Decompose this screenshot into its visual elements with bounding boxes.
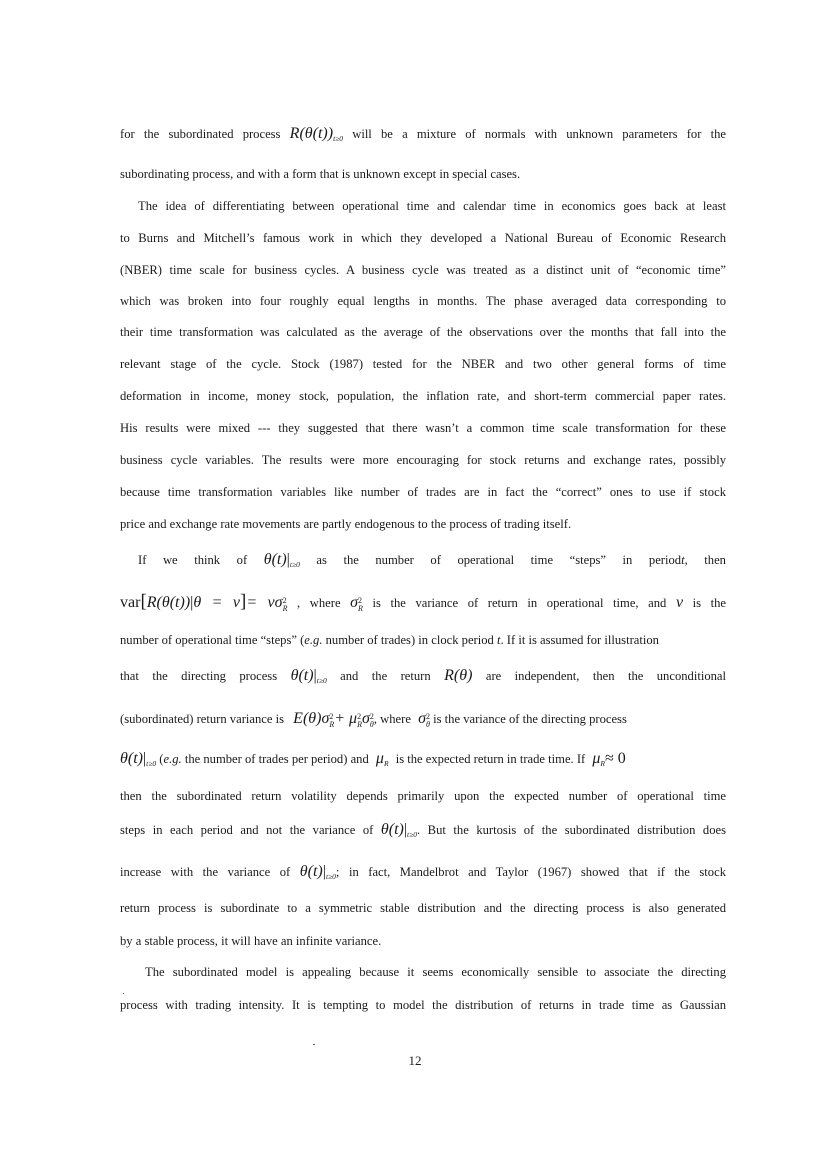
math-theta-t: $\theta(t)|_{t\ge 0}$ xyxy=(290,667,327,685)
paragraph-line xyxy=(120,126,726,147)
math-mu-R: $\mu_R$ xyxy=(375,750,389,768)
text-run: , where xyxy=(373,712,411,726)
paragraph-line: which was broken into four roughly equal lengths in months. The phase averaged data corresponding to xyxy=(120,294,726,308)
paragraph-line: $\theta(t)|_{t\ge 0}$ (e.g. the number of trades per period) and $\mu_R$ is the expected return in trade time. If $\mu_R\approx 0$ xyxy=(120,750,626,768)
math-theta-t: $\theta(t)|_{t\ge 0}$ xyxy=(120,750,157,768)
text-run: If we think of xyxy=(138,553,248,567)
paragraph-line: because time transformation variables like number of trades are in fact the “correct” ones to use if stock xyxy=(120,485,726,499)
text-run: is the variance of the directing process xyxy=(433,712,627,726)
text-run: ; in fact, Mandelbrot and Taylor (1967) showed that if the stock xyxy=(335,865,726,879)
paragraph-line: The subordinated model is appealing because it seems economically sensible to associate the directing xyxy=(145,965,726,979)
paragraph-line: His results were mixed --- they suggested that there wasn’t a common time scale transformation for these xyxy=(120,421,726,435)
paragraph-line: then the subordinated return volatility depends primarily upon the expected number of operational time xyxy=(120,789,726,803)
text-run: , then xyxy=(684,553,726,567)
paragraph-line: number of operational time “steps” (e.g. number of trades) in clock period t. If it is assumed for illustration xyxy=(120,633,659,647)
paragraph-line: to Burns and Mitchell’s famous work in which they developed a National Bureau of Economic Research xyxy=(120,231,726,245)
paragraph-line: The idea of differentiating between operational time and calendar time in economics goes back at least xyxy=(138,199,726,213)
math-R-theta: R(θ) xyxy=(444,667,473,684)
paragraph-line: price and exchange rate movements are partly endogenous to the process of trading itself. xyxy=(120,517,572,531)
paragraph-line: subordinating process, and with a form that is unknown except in special cases. xyxy=(120,167,521,181)
paragraph-line xyxy=(138,552,726,573)
text-run: increase with the variance of xyxy=(120,865,291,879)
paragraph-line: return process is subordinate to a symmetric stable distribution and the directing process is also generated xyxy=(120,901,726,915)
math-subordinated-variance: E(θ)σ 2 R + μ 2 R σ 2 θ xyxy=(293,710,374,729)
paragraph-line xyxy=(120,711,726,729)
math-theta-t: $\theta(t)|_{t\ge 0}$ xyxy=(263,551,300,569)
text-run: and the return xyxy=(340,669,431,683)
text-run: is the xyxy=(692,596,727,610)
text-run: t xyxy=(681,553,685,567)
scan-speck xyxy=(313,1044,315,1045)
paragraph-line xyxy=(120,668,726,689)
paragraph-line: business cycle variables. The results were more encouraging for stock returns and exchange rates, possibly xyxy=(120,453,726,467)
text-run: steps in each period and not the variance of xyxy=(120,823,374,837)
text-run: is the expected return in trade time. If xyxy=(395,752,586,766)
paragraph-line: process with trading intensity. It is tempting to model the distribution of returns in trade time as Gaussian xyxy=(120,998,726,1012)
paragraph-line: by a stable process, it will have an infinite variance. xyxy=(120,934,382,948)
scan-speck xyxy=(123,993,124,994)
math-mu-R-approx: $\mu_R\approx 0$ xyxy=(592,750,626,768)
text-run: are independent, then the unconditional xyxy=(485,669,727,683)
paragraph-line xyxy=(120,864,726,885)
text-run: , where xyxy=(297,596,341,610)
math-R-theta-t: $R(\theta(t))_{t\ge 0}$ xyxy=(289,125,344,143)
math-theta-t: $\theta(t)|_{t\ge 0}$ xyxy=(299,863,336,881)
text-run: that the directing process xyxy=(120,669,278,683)
text-run: is the variance of return in operational time, and xyxy=(372,596,667,610)
text-run: . But the kurtosis of the subordinated distribution does xyxy=(417,823,726,837)
paragraph-line: deformation in income, money stock, population, the inflation rate, and short-term commercial paper rates. xyxy=(120,389,726,403)
paragraph-line xyxy=(120,822,726,843)
paragraph-line: their time transformation was calculated as the average of the observations over the months that fall into the xyxy=(120,325,726,339)
math-variance-eq: var[R(θ(t))|θ = ν]= νσ 2 R xyxy=(120,591,288,613)
text-run: (subordinated) return variance is xyxy=(120,712,285,726)
math-sigma-theta: σ 2 θ xyxy=(418,710,430,729)
paragraph-line xyxy=(120,591,727,613)
paragraph-line: relevant stage of the cycle. Stock (1987) tested for the NBER and two other general forms of time xyxy=(120,357,726,371)
text-run: for the subordinated process xyxy=(120,127,281,141)
text-run: will be a mixture of normals with unknown parameters for the xyxy=(352,127,726,141)
paragraph-line: (NBER) time scale for business cycles. A business cycle was treated as a distinct unit of “economic time” xyxy=(120,263,726,277)
math-sigma-R: σ 2 R xyxy=(350,594,363,613)
math-nu: ν xyxy=(675,594,684,611)
page-number: 12 xyxy=(408,1053,422,1068)
text-run: as the number of operational time “steps” in period xyxy=(316,553,682,567)
math-theta-t: $\theta(t)|_{t\ge 0}$ xyxy=(380,821,417,839)
